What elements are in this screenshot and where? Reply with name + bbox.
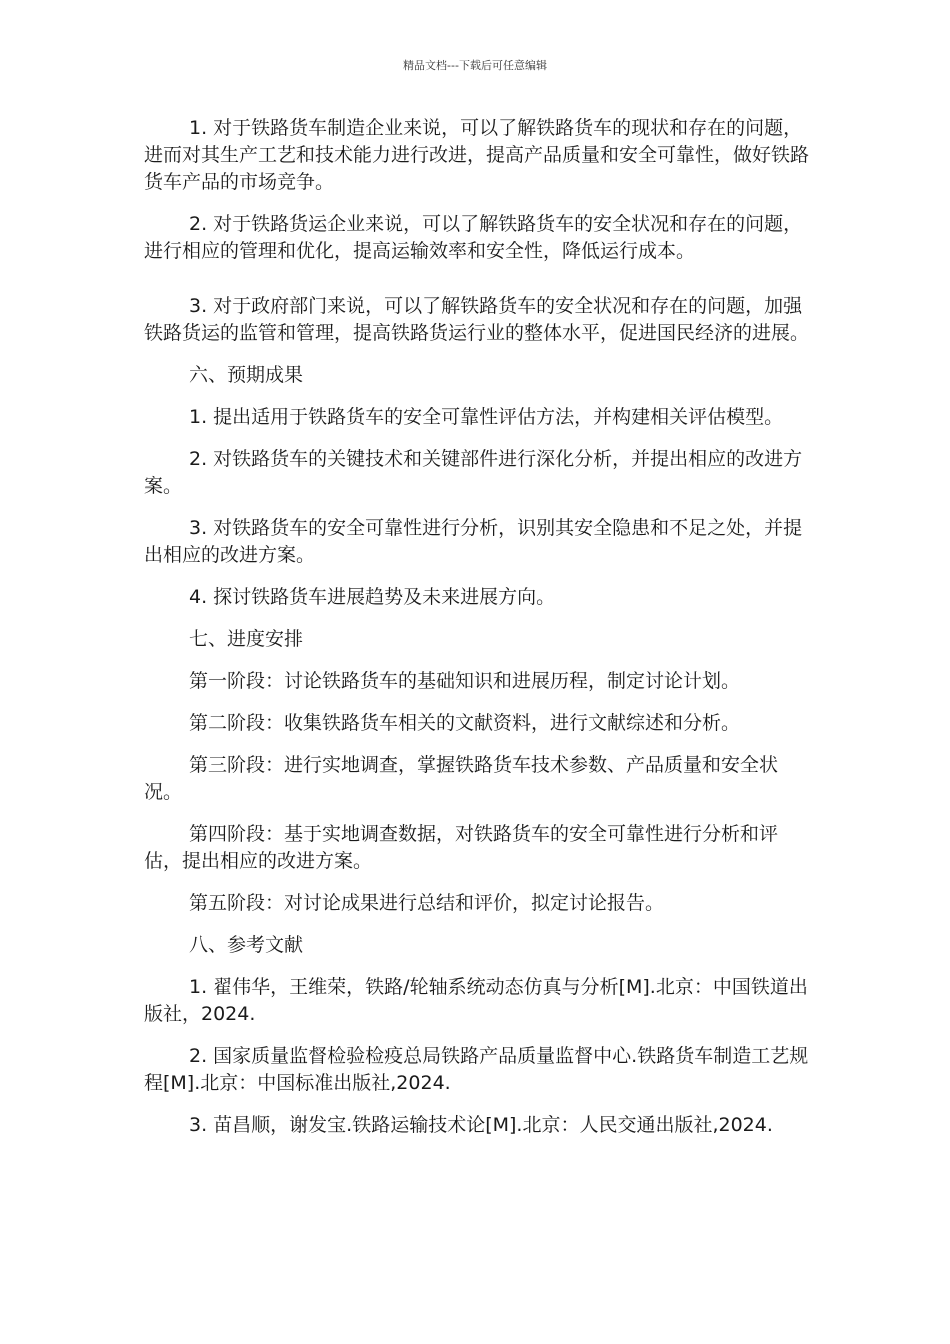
paragraph-benefit-government: 3. 对于政府部门来说，可以了解铁路货车的安全状况和存在的问题，加强铁路货运的监管和管理，提高铁路货运行业的整体水平，促进国民经济的进展。 [144,295,810,344]
paragraph-benefit-manufacturers: 1. 对于铁路货车制造企业来说，可以了解铁路货车的现状和存在的问题，进而对其生产工艺和技术能力进行改进，提高产品质量和安全可靠性，做好铁路货车产品的市场竞争。 [144,117,810,193]
expected-result-item: 2. 对铁路货车的关键技术和关键部件进行深化分析，并提出相应的改进方案。 [144,448,803,497]
reference-item: 3. 苗昌顺，谢发宝.铁路运输技术论[M].北京：人民交通出版社,2024. [189,1114,773,1136]
expected-result-item: 3. 对铁路货车的安全可靠性进行分析，识别其安全隐患和不足之处，并提出相应的改进方案。 [144,517,803,566]
reference-item: 1. 翟伟华，王维荣，铁路/轮轴系统动态仿真与分析[M].北京：中国铁道出版社，2024. [144,976,808,1025]
section-heading-schedule: 七、进度安排 [189,628,304,650]
schedule-stage-item: 第一阶段：讨论铁路货车的基础知识和进展历程，制定讨论计划。 [189,670,741,692]
reference-item: 2. 国家质量监督检验检疫总局铁路产品质量监督中心.铁路货车制造工艺规程[M].北京：中国标准出版社,2024. [144,1045,809,1094]
page-header: 精品文档---下载后可任意编辑 [403,59,547,72]
paragraph-benefit-freight-operators: 2. 对于铁路货运企业来说，可以了解铁路货车的安全状况和存在的问题，进行相应的管理和优化，提高运输效率和安全性，降低运行成本。 [144,213,803,262]
section-heading-references: 八、参考文献 [189,934,304,956]
expected-result-item: 1. 提出适用于铁路货车的安全可靠性评估方法，并构建相关评估模型。 [189,406,784,428]
expected-result-item: 4. 探讨铁路货车进展趋势及未来进展方向。 [189,586,556,608]
schedule-stage-item: 第三阶段：进行实地调查，掌握铁路货车技术参数、产品质量和安全状况。 [144,754,779,803]
schedule-stage-item: 第四阶段：基于实地调查数据，对铁路货车的安全可靠性进行分析和评估，提出相应的改进方案。 [144,823,779,872]
schedule-stage-item: 第五阶段：对讨论成果进行总结和评价，拟定讨论报告。 [189,892,665,914]
document-body [144,115,809,1154]
schedule-stage-item: 第二阶段：收集铁路货车相关的文献资料，进行文献综述和分析。 [189,712,741,734]
section-heading-expected-results: 六、预期成果 [189,364,304,386]
